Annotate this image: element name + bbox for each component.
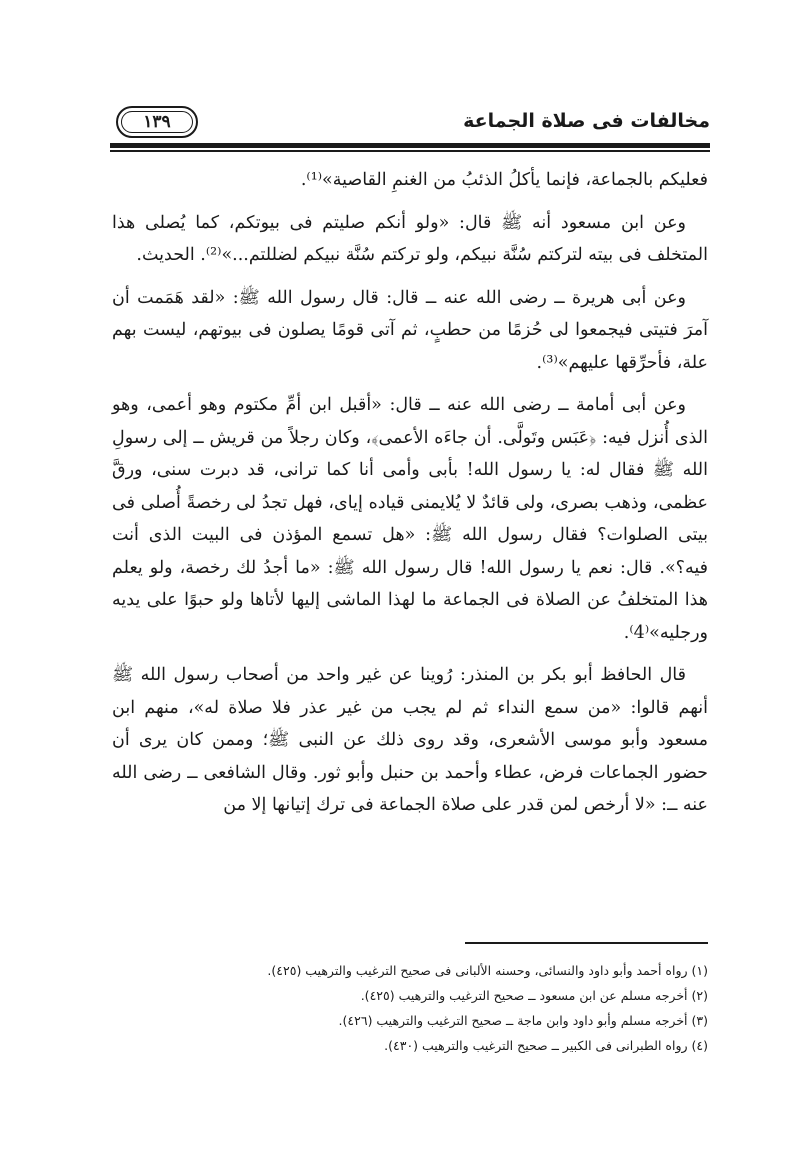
footnote-separator: [465, 942, 708, 944]
footnotes: [112, 958, 708, 1058]
page-header: [110, 100, 710, 146]
paragraph: قال الحافظ أبو بكر بن المنذر: رُوينا عن غير واحد من أصحاب رسول الله ﷺ أنهم قالوا: «من سمع النداء ثم لم يجب من غير عذر فلا صلاة له»، منهم ابن مسعود وأبو موسى الأشعرى، وقد روى ذلك عن النبى ﷺ؛ وممن كان يرى أن حضور الجماعات فرض، عطاء وأحمد بن حنبل وأبو ثور. وقال الشافعى ــ رضى الله عنه ــ: «لا أرخص لمن قدر على صلاة الجماعة فى ترك إتيانها إلا من: [112, 665, 708, 815]
main-text: [112, 164, 708, 832]
footnote: (١) رواه أحمد وأبو داود والنسائى، وحسنه الألبانى فى صحيح الترغيب والترهيب (٤٢٥).: [267, 963, 708, 978]
page-number-frame: [116, 106, 198, 138]
paragraph: فعليكم بالجماعة، فإنما يأكلُ الذئبُ من الغنمِ القاصية»⁽¹⁾.: [300, 170, 708, 190]
running-title: مخالفات فى صلاة الجماعة: [463, 110, 710, 132]
page-number: ١٣٩: [143, 112, 171, 132]
paragraph: وعن ابن مسعود أنه ﷺ قال: «ولو أنكم صليتم فى بيوتكم، كما يُصلى هذا المتخلف فى بيته لتركتم سُنَّة نبيكم، ولو تركتم سُنَّة نبيكم لضللتم...»⁽²⁾. الحديث.: [112, 212, 708, 265]
header-rule-thick: [110, 143, 710, 148]
footnote: (٤) رواه الطبرانى فى الكبير ــ صحيح الترغيب والترهيب (٤٣٠).: [384, 1038, 708, 1053]
header-rule-thin: [110, 150, 710, 152]
paragraph: وعن أبى أمامة ــ رضى الله عنه ــ قال: «أقبل ابن أمِّ مكتوم وهو أعمى، وهو الذى أُنزل فيه: ﴿عَبَس وتَولَّى. أن جاءَه الأعمى﴾، وكان رجلاً من قريش ــ إلى رسولِ الله ﷺ فقال له: يا رسول الله! بأبى وأمى أنا كما ترانى، قد دبرت سنى، ورقَّ عظمى، وذهب بصرى، ولى قائدٌ لا يُلايمنى قياده إياى، فهل تجدُ لى رخصةً أُصلى فى بيتى الصلوات؟ فقال رسول الله ﷺ: «هل تسمع المؤذن فى البيت الذى أنت فيه؟». قال: نعم يا رسول الله! قال رسول الله ﷺ: «ما أجدُ لك رخصة، ولو يعلم هذا المتخلفُ عن الصلاة فى الجماعة ما لهذا الماشى إليها لأتاها ولو حبوًا على يديه ورجليه»⁽4⁾.: [112, 395, 708, 643]
footnote: (٣) أخرجه مسلم وأبو داود وابن ماجة ــ صحيح الترغيب والترهيب (٤٢٦).: [338, 1013, 708, 1028]
footnote: (٢) أخرجه مسلم عن ابن مسعود ــ صحيح الترغيب والترهيب (٤٢٥).: [360, 988, 708, 1003]
paragraph: وعن أبى هريرة ــ رضى الله عنه ــ قال: قال رسول الله ﷺ: «لقد هَمَمت أن آمرَ فتيتى فيجمعوا لى حُزمًا من حطبٍ، ثم آتى قومًا يصلون فى بيوتهم، ليست بهم علة، فأحرِّقها عليهم»⁽³⁾.: [112, 287, 708, 373]
